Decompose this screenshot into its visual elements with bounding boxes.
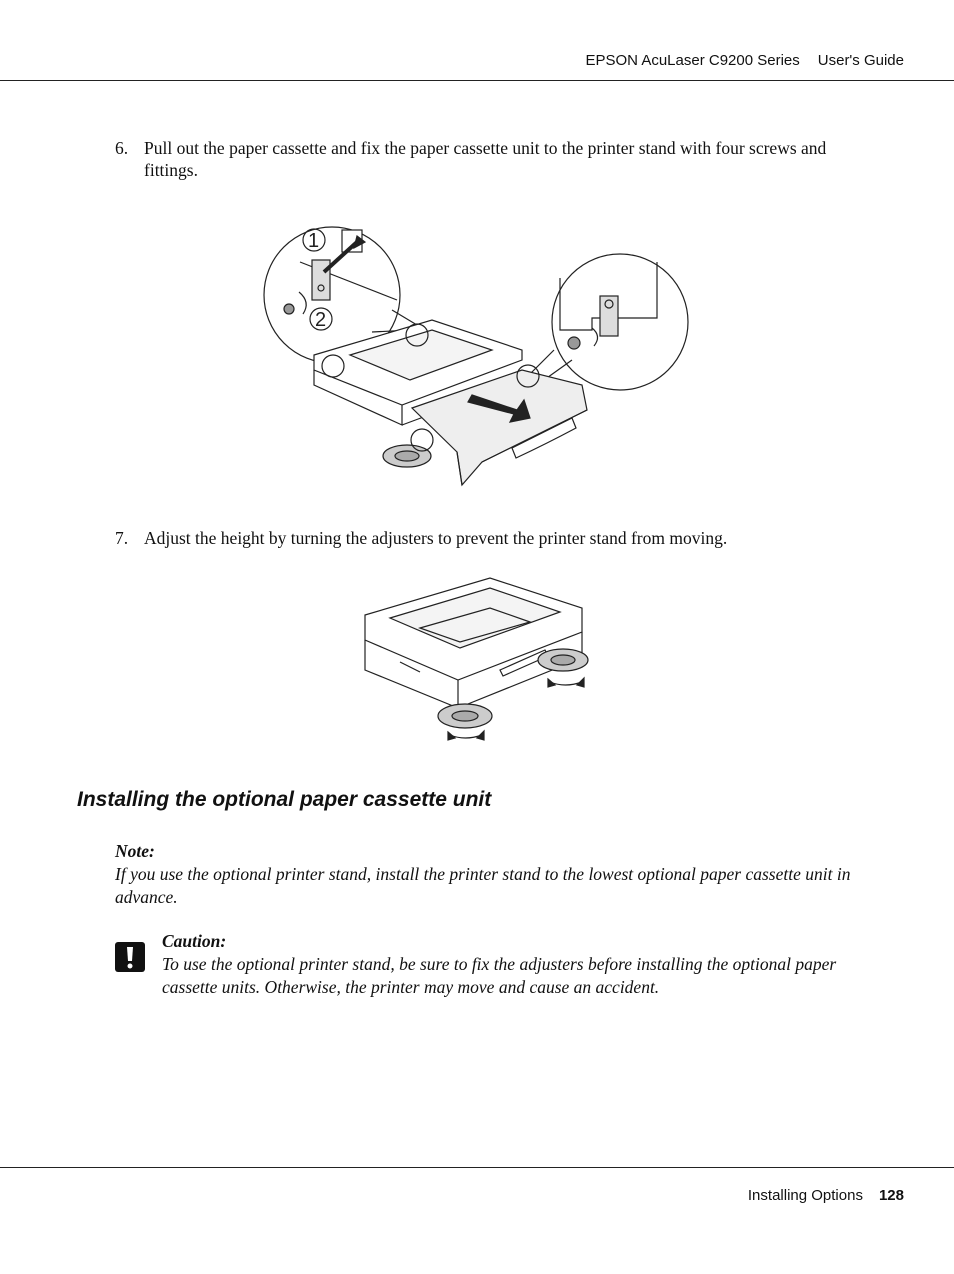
running-footer — [748, 1187, 904, 1204]
caution-text: To use the optional printer stand, be sure to fix the adjusters before installing the optional paper cassette units. Otherwise, the printer may move and cause an accident. — [162, 954, 837, 997]
step-number: 7. — [115, 528, 129, 548]
step-text: Adjust the height by turning the adjusters to prevent the printer stand from moving. — [144, 528, 728, 548]
note-box — [115, 840, 885, 909]
note-text: If you use the optional printer stand, install the printer stand to the lowest optional paper cassette unit in advance. — [115, 864, 851, 907]
caution-exclamation-icon — [115, 942, 145, 972]
step-number: 6. — [115, 138, 129, 158]
figure-fix-cassette-unit — [262, 200, 692, 490]
callout-2: 2 — [315, 309, 327, 331]
footer-divider — [0, 1167, 954, 1168]
header-product: EPSON AcuLaser C9200 Series — [585, 52, 800, 69]
header-guide: User's Guide — [817, 52, 904, 69]
page-number: 128 — [878, 1187, 904, 1204]
caution-box — [162, 930, 887, 999]
note-label: Note: — [115, 841, 155, 861]
callout-1: 1 — [308, 230, 320, 252]
footer-section: Installing Options — [747, 1187, 863, 1204]
section-heading: Installing the optional paper cassette unit — [77, 788, 492, 811]
running-header — [585, 52, 904, 69]
step-text: Pull out the paper cassette and fix the paper cassette unit to the printer stand with four screws and fittings. — [144, 138, 827, 180]
figure-adjust-height — [360, 570, 595, 750]
caution-label: Caution: — [162, 931, 227, 951]
header-divider — [0, 80, 954, 81]
